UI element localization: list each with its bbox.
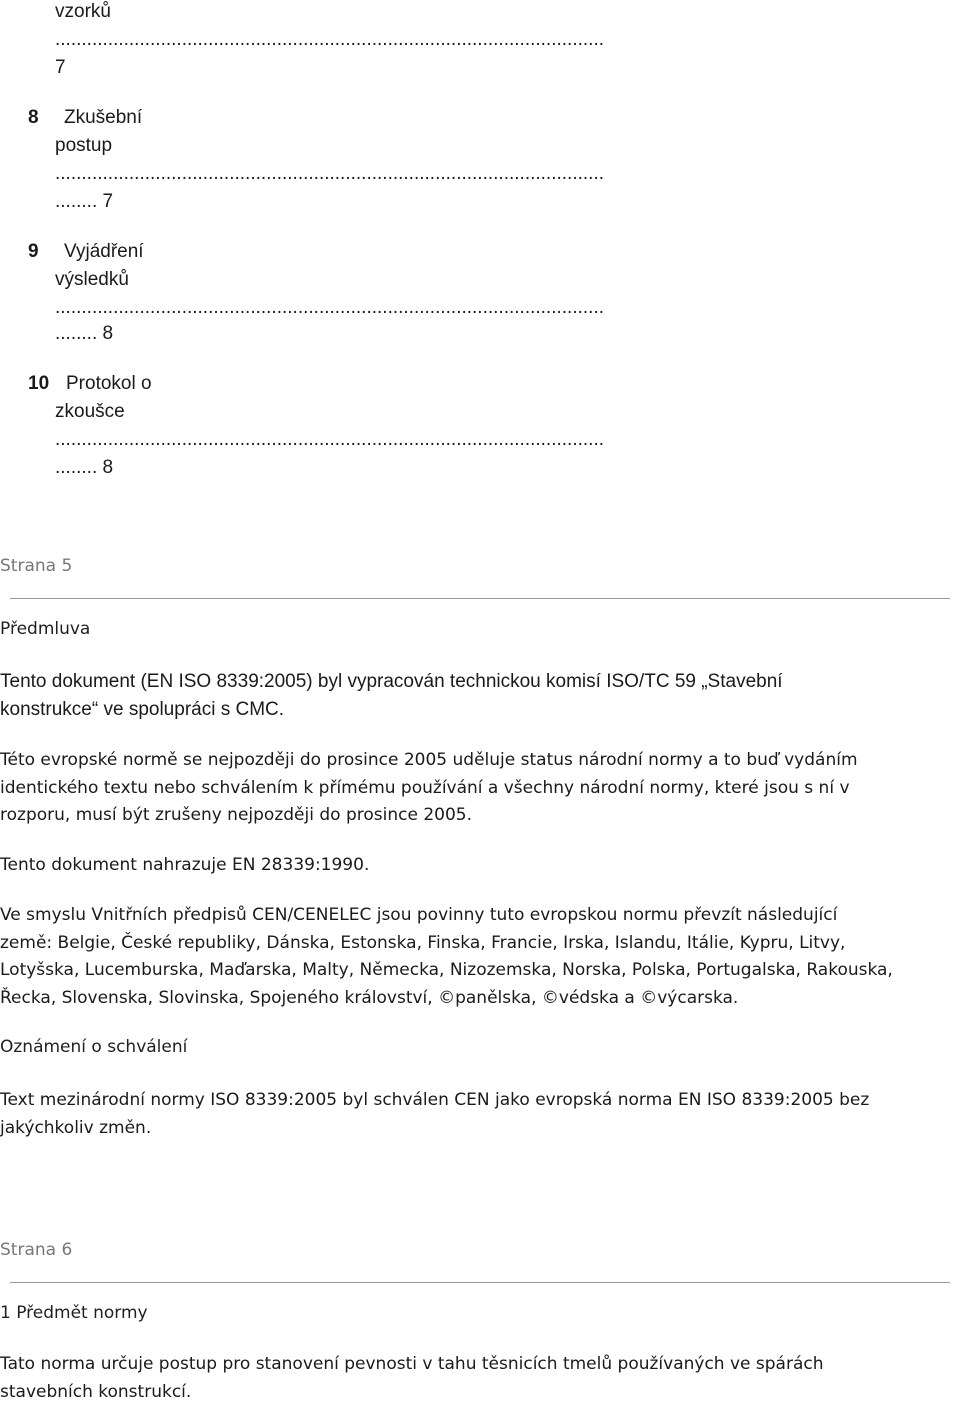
toc-entry-dots: ........................................................................................................ [55,294,604,322]
page-label: Strana 5 [0,556,72,576]
toc-entry-page[interactable]: ........ 7 [55,188,113,216]
page-divider [10,598,950,599]
toc-entry-title[interactable]: Protokol o [66,370,152,398]
paragraph-line: Text mezinárodní normy ISO 8339:2005 byl schválen CEN jako evropská norma EN ISO 8339:2005 bez [0,1087,869,1115]
paragraph [0,668,783,723]
paragraph [0,902,893,1012]
toc-entry-dots: ........................................................................................................ [55,426,604,454]
paragraph-line: identického textu nebo schválením k přímému používání a všechny národní normy, které jsou s ní v [0,775,858,803]
paragraph [0,1351,824,1406]
section-heading: 1 Předmět normy [0,1303,148,1323]
paragraph-line: Lotyšska, Lucemburska, Maďarska, Malty, Německa, Nizozemska, Norska, Polska, Portugalska, Rakouska, [0,957,893,985]
toc-entry-title-cont[interactable]: výsledků [55,266,129,294]
paragraph-line: konstrukce“ ve spolupráci s CMC. [0,696,783,724]
paragraph-line: Tento dokument (EN ISO 8339:2005) byl vypracován technickou komisí ISO/TC 59 „Stavební [0,668,783,696]
paragraph [0,852,369,880]
paragraph-line: Ve smyslu Vnitřních předpisů CEN/CENELEC jsou povinny tuto evropskou normu převzít následující [0,902,893,930]
paragraph-line: země: Belgie, České republiky, Dánska, Estonska, Finska, Francie, Irska, Islandu, Itálie, Kypru, Litvy, [0,930,893,958]
toc-entry-page[interactable]: ........ 8 [55,454,113,482]
paragraph-line: Této evropské normě se nejpozději do prosince 2005 uděluje status národní normy a to buď vydáním [0,747,858,775]
page-label: Strana 6 [0,1240,72,1260]
toc-entry-title-cont[interactable]: postup [55,132,112,160]
section-heading: Oznámení o schválení [0,1037,187,1057]
toc-prev-dots: ........................................................................................................ [55,26,604,54]
toc-entry-title-cont[interactable]: zkoušce [55,398,125,426]
paragraph-line: Tato norma určuje postup pro stanovení pevnosti v tahu těsnicích tmelů používaných ve spárách [0,1351,824,1379]
toc-entry-number: 8 [28,104,39,132]
paragraph [0,1087,869,1142]
paragraph-line: rozporu, musí být zrušeny nejpozději do prosince 2005. [0,802,858,830]
toc-entry-dots: ........................................................................................................ [55,160,604,188]
paragraph-line: jakýchkoliv změn. [0,1115,869,1143]
page-divider [10,1282,950,1283]
toc-entry-page[interactable]: ........ 8 [55,320,113,348]
paragraph-line: stavebních konstrukcí. [0,1379,824,1406]
toc-entry-number: 10 [28,370,49,398]
toc-entry-number: 9 [28,238,39,266]
toc-prev-title[interactable]: vzorků [55,0,111,26]
toc-entry-title[interactable]: Zkušební [64,104,142,132]
paragraph-line: Řecka, Slovenska, Slovinska, Spojeného království, ©panělska, ©védska a ©výcarska. [0,985,893,1013]
paragraph [0,747,858,830]
toc-entry-title[interactable]: Vyjádření [64,238,144,266]
paragraph-line: Tento dokument nahrazuje EN 28339:1990. [0,852,369,880]
toc-prev-page[interactable]: 7 [55,54,66,82]
section-heading: Předmluva [0,619,90,639]
